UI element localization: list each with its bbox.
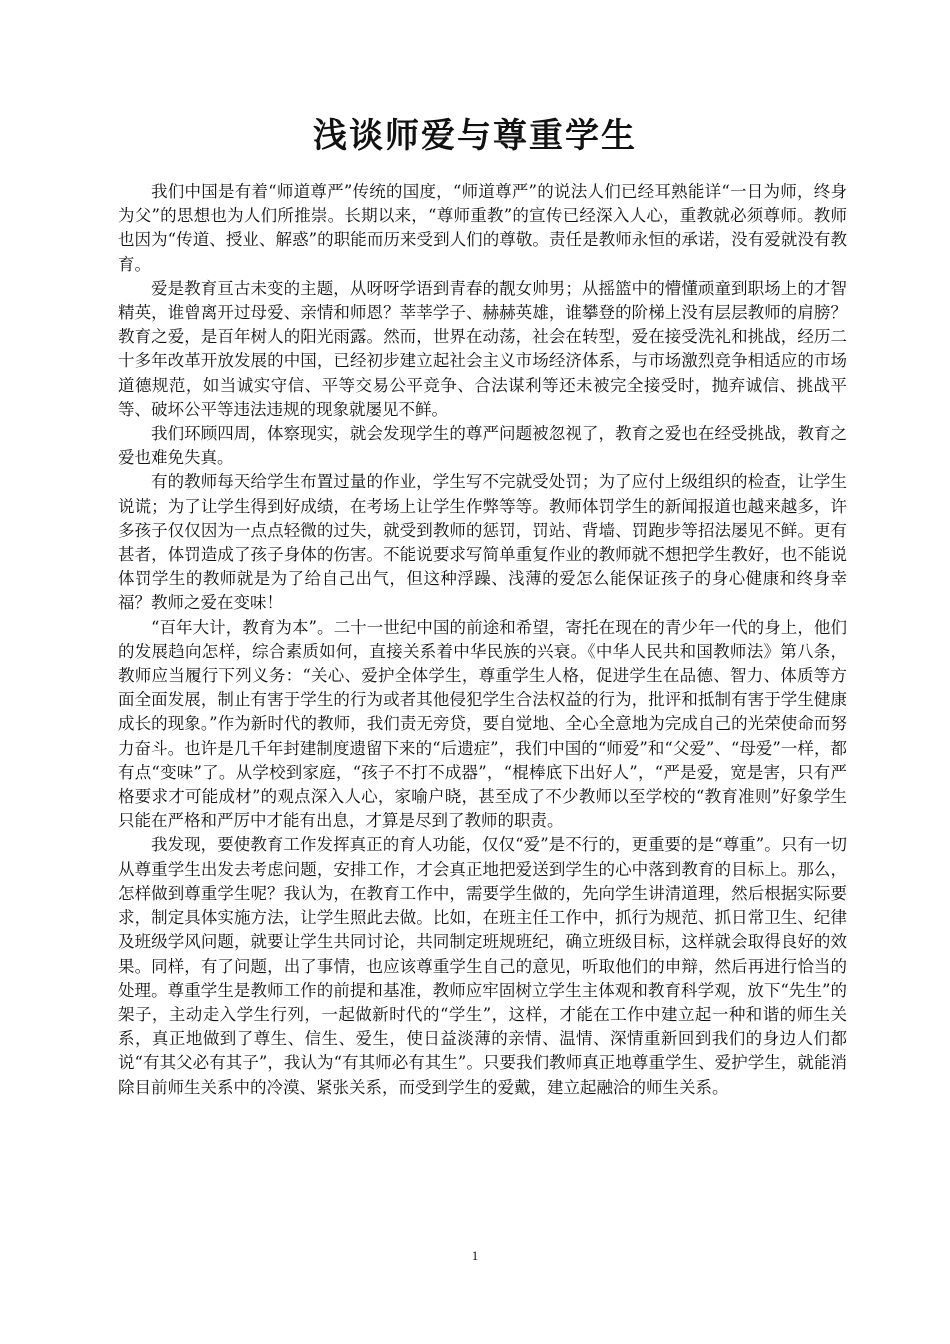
paragraph-2: 爱是教育亘古未变的主题，从呀呀学语到青春的靓女帅男；从摇篮中的懵懂顽童到职场上的才智精英，谁曾离开过母爱、亲情和师恩？莘莘学子、赫赫英雄，谁攀登的阶梯上没有层层教师的肩膀？教育之爱，是百年树人的阳光雨露。然而，世界在动荡，社会在转型，爱在接受洗礼和挑战，经历二十多年改革开放发展的中国，已经初步建立起社会主义市场经济体系，与市场激烈竞争相适应的市场道德规范，如当诚实守信、平等交易公平竞争、合法谋利等还未被完全接受时，抛弃诚信、挑战平等、破坏公平等违法违规的现象就屡见不鲜。 — [118, 278, 847, 419]
paragraph-1: 我们中国是有着“师道尊严”传统的国度，“师道尊严”的说法人们已经耳熟能详“一日为师，终身为父”的思想也为人们所推崇。长期以来，“尊师重教”的宣传已经深入人心，重教就必须尊师。教师也因为“传道、授业、解惑”的职能而历来受到人们的尊敬。责任是教师永恒的承诺，没有爱就没有教育。 — [118, 182, 847, 274]
document-title: 浅谈师爱与尊重学生 — [313, 116, 637, 156]
paragraph-5: “百年大计，教育为本”。二十一世纪中国的前途和希望，寄托在现在的青少年一代的身上，他们的发展趋向怎样，综合素质如何，直接关系着中华民族的兴衰。《中华人民共和国教师法》第八条，教师应当履行下列义务：“关心、爱护全体学生，尊重学生人格，促进学生在品德、智力、体质等方面全面发展，制止有害于学生的行为或者其他侵犯学生合法权益的行为，批评和抵制有害于学生健康成长的现象。”作为新时代的教师，我们责无旁贷，要自觉地、全心全意地为完成自己的光荣使命而努力奋斗。也许是几千年封建制度遗留下来的“后遗症”，我们中国的“师爱”和“父爱”、“母爱”一样，都有点“变味”了。从学校到家庭，“孩子不打不成器”，“棍棒底下出好人”，“严是爱，宽是害，只有严格要求才可能成材”的观点深入人心，家喻户晓，甚至成了不少教师以至学校的“教育准则”好象学生只能在严格和严厉中才能有出息，才算是尽到了教师的职责。 — [118, 617, 847, 831]
page-number: 1 — [471, 1248, 479, 1263]
document-body — [118, 180, 847, 1100]
paragraph-6: 我发现，要使教育工作发挥真正的育人功能，仅仅“爱”是不行的，更重要的是“尊重”。只有一切从尊重学生出发去考虑问题，安排工作，才会真正地把爱送到学生的心中落到教育的目标上。那么，怎样做到尊重学生呢？我认为，在教育工作中，需要学生做的，先向学生讲清道理，然后根据实际要求，制定具体实施方法，让学生照此去做。比如，在班主任工作中，抓行为规范、抓日常卫生、纪律及班级学风问题，就要让学生共同讨论，共同制定班规班纪，确立班级目标，这样就会取得良好的效果。同样，有了问题，出了事情，也应该尊重学生自己的意见，听取他们的申辩，然后再进行恰当的处理。尊重学生是教师工作的前提和基准，教师应牢固树立学生主体观和教育科学观，放下“先生”的架子，主动走入学生行列，一起做新时代的“学生”，这样，才能在工作中建立起一种和谐的师生关系，真正地做到了尊生、信生、爱生，使日益淡薄的亲情、温情、深情重新回到我们的身边人们都说“有其父必有其子”，我认为“有其师必有其生”。只要我们教师真正地尊重学生、爱护学生，就能消除目前师生关系中的冷漠、紧张关系，而受到学生的爱戴，建立起融洽的师生关系。 — [118, 835, 847, 1097]
paragraph-4: 有的教师每天给学生布置过量的作业，学生写不完就受处罚；为了应付上级组织的检查，让学生说谎；为了让学生得到好成绩，在考场上让学生作弊等等。教师体罚学生的新闻报道也越来越多，许多孩子仅仅因为一点点轻微的过失，就受到教师的惩罚，罚站、背墙、罚跑步等招法屡见不鲜。更有甚者，体罚造成了孩子身体的伤害。不能说要求写简单重复作业的教师就不想把学生教好，也不能说体罚学生的教师就是为了给自己出气，但这种浮躁、浅薄的爱怎么能保证孩子的身心健康和终身幸福？教师之爱在变味！ — [118, 472, 847, 613]
paragraph-3: 我们环顾四周，体察现实，就会发现学生的尊严问题被忽视了，教育之爱也在经受挑战，教育之爱也难免失真。 — [118, 424, 847, 468]
